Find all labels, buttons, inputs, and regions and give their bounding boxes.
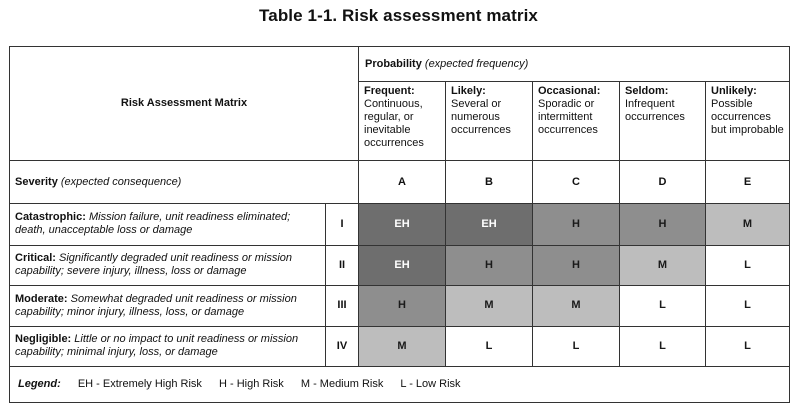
column-name: Likely: <box>451 85 486 98</box>
risk-cell: L <box>620 285 706 326</box>
severity-row-moderate <box>10 285 790 326</box>
column-header-occasional <box>533 82 620 161</box>
severity-numeral: IV <box>326 326 359 366</box>
legend-item-m: M - Medium Risk <box>300 377 384 390</box>
risk-cell: L <box>706 285 790 326</box>
severity-text: Little or no impact to unit readiness or mission capability; minimal injury, loss, or damage <box>15 333 299 359</box>
severity-description <box>10 204 326 245</box>
risk-cell: H <box>446 245 533 285</box>
severity-row-critical <box>10 245 790 285</box>
severity-description <box>10 326 326 366</box>
risk-cell: H <box>533 245 620 285</box>
column-name: Frequent: <box>364 85 415 98</box>
severity-text: Somewhat degraded unit readiness or mission capability; minor injury, illness, loss, or damage <box>15 292 297 318</box>
risk-cell: L <box>706 326 790 366</box>
risk-cell: H <box>620 204 706 245</box>
risk-cell: EH <box>446 204 533 245</box>
severity-name: Critical: <box>15 252 56 265</box>
probability-label: Probability <box>365 57 422 70</box>
legend-item-h: H - High Risk <box>218 377 284 390</box>
risk-cell: L <box>533 326 620 366</box>
risk-matrix-table <box>9 46 790 403</box>
severity-name: Catastrophic: <box>15 211 86 224</box>
severity-name: Moderate: <box>15 292 68 305</box>
legend <box>10 366 790 402</box>
column-header-unlikely <box>706 82 790 161</box>
column-name: Unlikely: <box>711 85 757 98</box>
legend-row <box>10 366 790 402</box>
risk-cell: L <box>620 326 706 366</box>
column-desc: Continuous, regular, or inevitable occurrences <box>364 98 424 150</box>
column-letter: A <box>359 161 446 204</box>
risk-cell: M <box>446 285 533 326</box>
risk-cell: L <box>706 245 790 285</box>
severity-note: (expected consequence) <box>60 175 182 188</box>
risk-cell: EH <box>359 204 446 245</box>
column-letter: B <box>446 161 533 204</box>
matrix-title: Risk Assessment Matrix <box>10 47 359 161</box>
column-desc: Possible occurrences but improbable <box>711 98 784 137</box>
column-name: Occasional: <box>538 85 601 98</box>
probability-header <box>359 47 790 82</box>
risk-cell: EH <box>359 245 446 285</box>
severity-numeral: II <box>326 245 359 285</box>
table-title: Table 1-1. Risk assessment matrix <box>259 6 538 25</box>
column-header-likely <box>446 82 533 161</box>
severity-numeral: I <box>326 204 359 245</box>
severity-text: Significantly degraded unit readiness or mission capability; severe injury, illness, loss or damage <box>15 252 292 278</box>
severity-row-catastrophic <box>10 204 790 245</box>
risk-cell: L <box>446 326 533 366</box>
column-letter: E <box>706 161 790 204</box>
legend-item-l: L - Low Risk <box>400 377 461 390</box>
column-header-seldom <box>620 82 706 161</box>
column-header-frequent <box>359 82 446 161</box>
severity-text: Mission failure, unit readiness eliminated; death, unacceptable loss or damage <box>15 211 291 237</box>
severity-row-negligible <box>10 326 790 366</box>
probability-note: (expected frequency) <box>424 57 529 70</box>
risk-cell: H <box>359 285 446 326</box>
risk-cell: M <box>533 285 620 326</box>
risk-cell: M <box>706 204 790 245</box>
severity-numeral: III <box>326 285 359 326</box>
risk-cell: M <box>620 245 706 285</box>
severity-header <box>10 161 359 204</box>
column-desc: Infrequent occurrences <box>625 98 685 124</box>
severity-label: Severity <box>15 175 58 188</box>
column-desc: Sporadic or intermittent occurrences <box>538 98 598 137</box>
legend-item-eh: EH - Extremely High Risk <box>77 377 202 390</box>
column-name: Seldom: <box>625 85 669 98</box>
severity-description <box>10 285 326 326</box>
column-letter: C <box>533 161 620 204</box>
risk-cell: H <box>533 204 620 245</box>
risk-cell: M <box>359 326 446 366</box>
column-letter: D <box>620 161 706 204</box>
severity-description <box>10 245 326 285</box>
column-desc: Several or numerous occurrences <box>451 98 511 137</box>
legend-label: Legend: <box>18 377 61 390</box>
severity-name: Negligible: <box>15 333 72 346</box>
